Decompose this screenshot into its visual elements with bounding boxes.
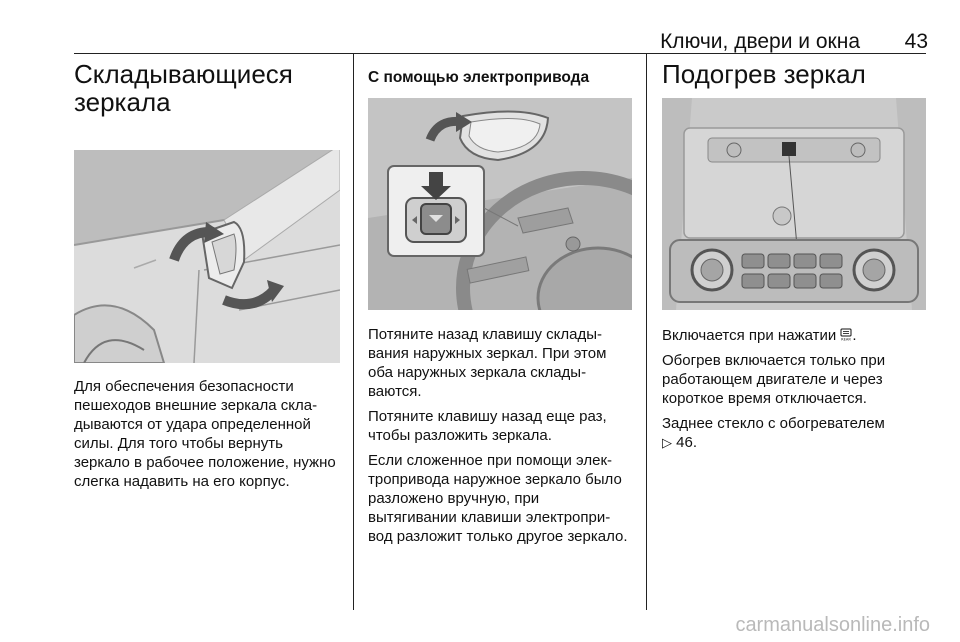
column-mirror-heating (662, 60, 926, 452)
header-rule (74, 53, 926, 54)
heating-p1-end: . (852, 327, 857, 344)
section-heading (74, 60, 340, 116)
folding-body-text: Для обеспечения безопасности пешеходов внешние зеркала скла-дываются от удара определенной силы. Для того чтобы вернуть зеркало в рабочее положение, нужно слегка надавить на его корпус. (74, 378, 336, 490)
section-heading: Подогрев зеркал (662, 59, 866, 89)
heating-paragraph-2: Обогрев включается только при работающем двигателе и через короткое время отключается. (662, 352, 886, 407)
heading-line: Складывающиеся (74, 59, 293, 89)
page-number: 43 (904, 30, 928, 53)
column-separator (353, 54, 354, 610)
climate-panel-illustration (662, 98, 926, 310)
heating-p3-text: Заднее стекло с обогревателем (662, 415, 885, 432)
chapter-title: Ключи, двери и окна (660, 30, 860, 53)
heating-paragraph-3 (662, 414, 926, 452)
subsection-heading: С помощью электропривода (368, 69, 590, 86)
rear-window-heater-icon (840, 328, 852, 341)
electric-paragraph-3: Если сложенное при помощи элек-тропривода наружное зеркало было разложено вручную, при вытягивании клавиши электропри-вод разложит только другое зеркало. (368, 452, 628, 545)
electric-paragraph-2: Потяните клавишу назад еще раз, чтобы разложить зеркала. (368, 408, 607, 444)
electric-paragraph-1: Потяните назад клавишу склады-вания наружных зеркал. При этом оба наружных зеркала склады-ваются. (368, 326, 607, 400)
page-reference-arrow-icon: ▷ (662, 435, 672, 450)
page-reference-link[interactable]: 46 (676, 434, 693, 451)
column-electric-folding (368, 60, 632, 546)
heating-p3-end: . (692, 434, 698, 451)
watermark: carmanualsonline.info (735, 614, 930, 636)
heating-p1-text: Включается при нажатии (662, 327, 837, 344)
heating-paragraph-1 (662, 326, 926, 345)
folding-mirror-illustration (74, 150, 340, 363)
column-folding-mirrors (74, 60, 340, 491)
rear-icon-label: REAR (841, 337, 852, 341)
column-separator (646, 54, 647, 610)
mirror-switch-illustration (368, 98, 632, 310)
heading-line: зеркала (74, 87, 171, 117)
